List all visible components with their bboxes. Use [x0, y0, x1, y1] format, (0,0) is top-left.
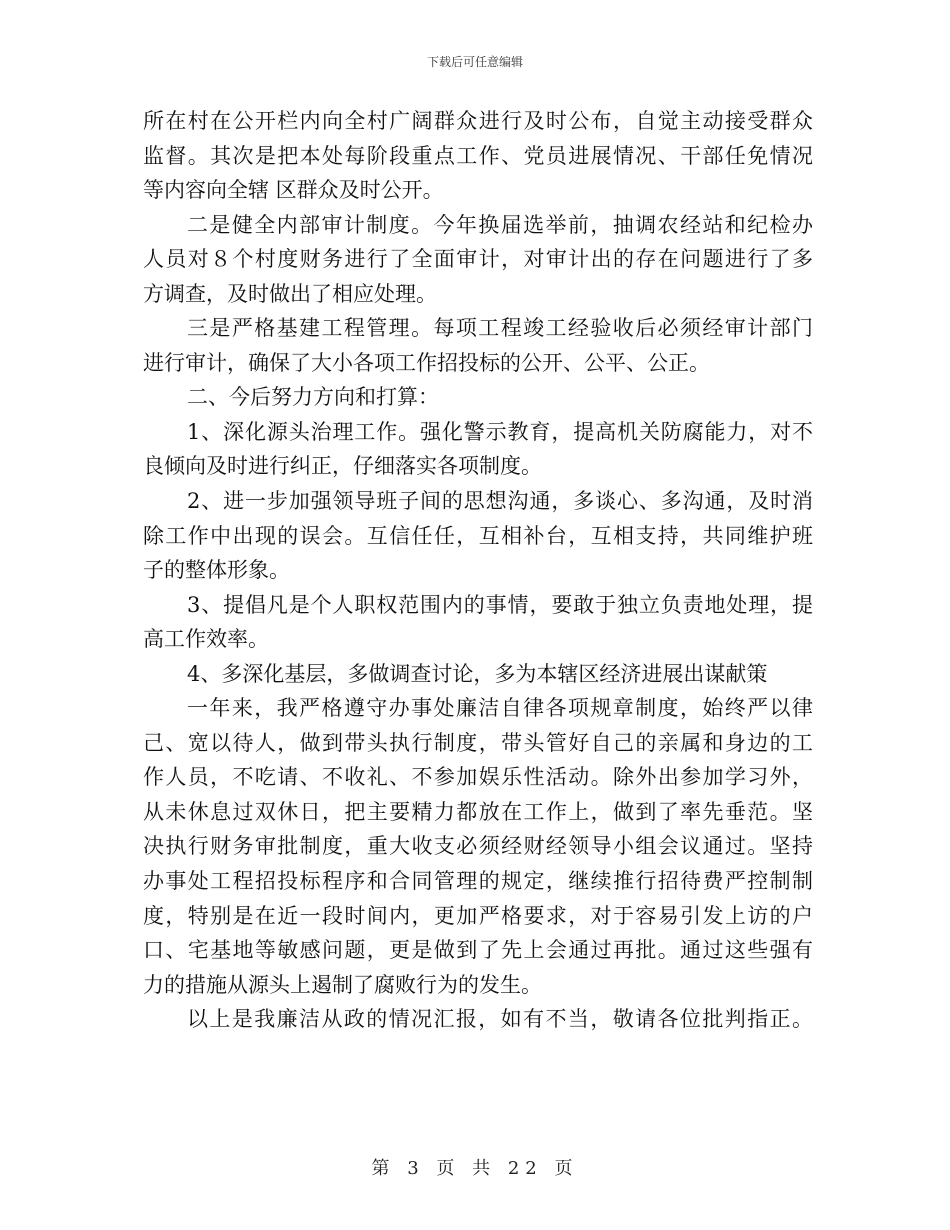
text-line: 一年来，我严格遵守办事处廉洁自律各项规章制度，始终严以律	[187, 696, 813, 721]
text-line: 2、进一步加强领导班子间的思想沟通，多谈心、多沟通，及时消	[187, 489, 813, 514]
text-line: 从未休息过双休日，把主要精力都放在工作上，做到了率先垂范。坚	[143, 799, 813, 824]
document-body	[143, 104, 813, 1037]
text-line: 1、深化源头治理工作。强化警示教育，提高机关防腐能力，对不	[187, 419, 813, 444]
text-line: 监督。其次是把本处每阶段重点工作、党员进展情况、干部任免情况	[143, 143, 813, 168]
text-line: 口、宅基地等敏感问题，更是做到了先上会通过再批。通过这些强有	[143, 938, 813, 963]
text-line: 度，特别是在近一段时间内，更加严格要求，对于容易引发上访的户	[143, 903, 813, 928]
text-line: 二、今后努力方向和打算：	[187, 385, 439, 410]
text-line: 己、宽以待人，做到带头执行制度，带头管好自己的亲属和身边的工	[143, 730, 813, 755]
text-line: 三是严格基建工程管理。每项工程竣工经验收后必须经审计部门	[187, 316, 813, 341]
text-line: 所在村在公开栏内向全村广阔群众进行及时公布，自觉主动接受群众	[143, 109, 813, 133]
text-line: 以上是我廉洁从政的情况汇报，如有不当，敬请各位批判指正。	[187, 1007, 813, 1032]
page-footer: 第 3 页 共 22 页	[371, 1158, 579, 1179]
text-line: 3、提倡凡是个人职权范围内的事情，要敢于独立负责地处理，提	[187, 592, 813, 617]
text-line: 子的整体形象。	[143, 558, 290, 583]
text-line: 良倾向及时进行纠正，仔细落实各项制度。	[143, 454, 542, 479]
text-line: 进行审计，确保了大小各项工作招投标的公开、公平、公正。	[143, 350, 710, 375]
text-line: 等内容向全辖 区群众及时公开。	[143, 178, 444, 203]
text-line: 二是健全内部审计制度。今年换届选举前，抽调农经站和纪检办	[187, 212, 813, 237]
text-line: 方调查，及时做出了相应处理。	[143, 281, 437, 306]
text-line: 力的措施从源头上遏制了腐败行为的发生。	[143, 972, 542, 997]
text-line: 高工作效率。	[143, 627, 269, 652]
text-line: 作人员，不吃请、不收礼、不参加娱乐性活动。除外出参加学习外，	[143, 765, 813, 790]
text-line: 4、多深化基层，多做调查讨论，多为本辖区经济进展出谋献策	[187, 661, 768, 686]
page-header: 下载后可任意编辑	[426, 55, 523, 69]
text-line: 办事处工程招投标程序和合同管理的规定，继续推行招待费严控制制	[143, 869, 813, 894]
text-line: 人员对８个村度财务进行了全面审计，对审计出的存在问题进行了多	[143, 247, 813, 272]
text-line: 除工作中出现的误会。互信任任，互相补台，互相支持，共同维护班	[143, 523, 813, 548]
text-line: 决执行财务审批制度，重大收支必须经财经领导小组会议通过。坚持	[143, 834, 813, 859]
